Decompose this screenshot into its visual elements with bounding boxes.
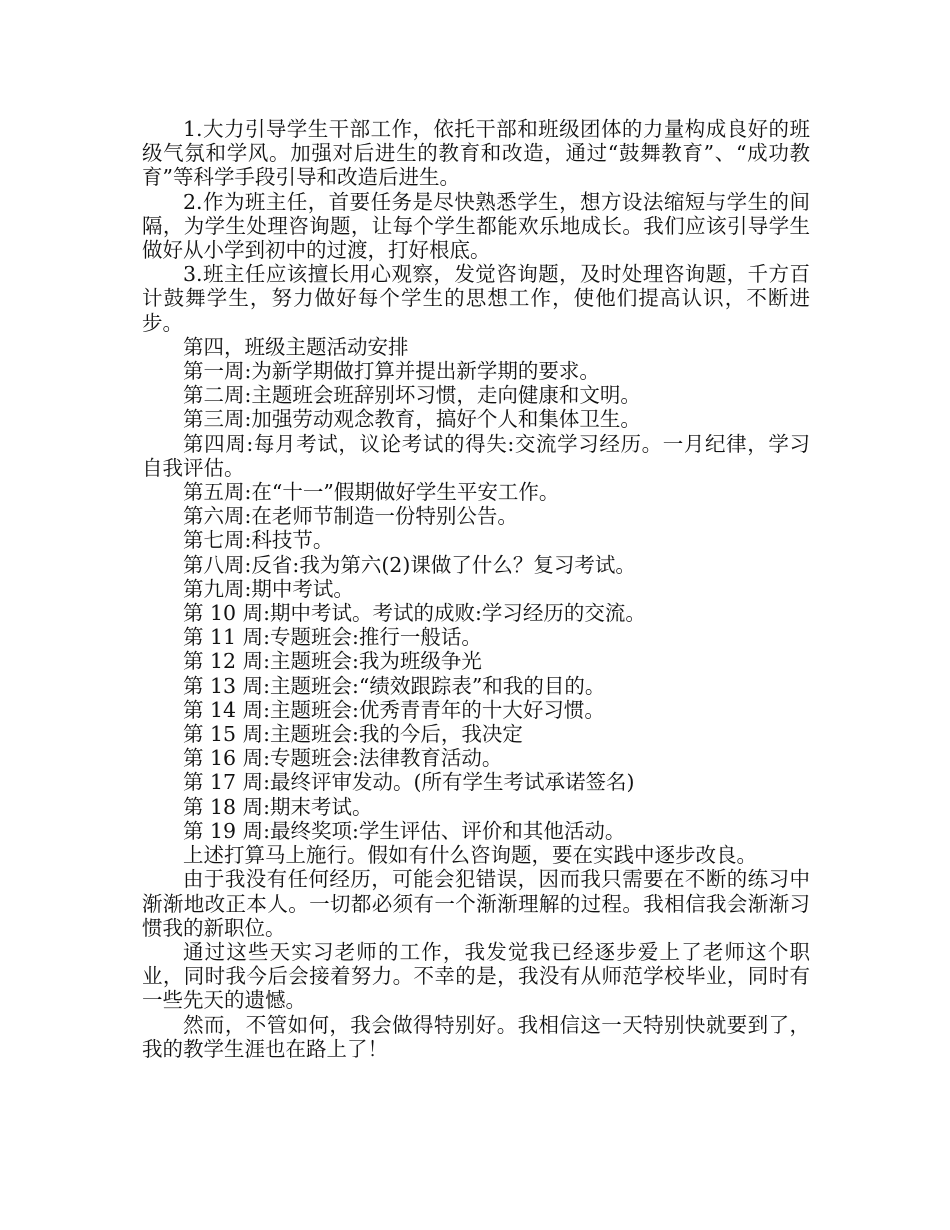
document-body: [142, 117, 810, 1061]
paragraph: 由于我没有任何经历，可能会犯错误，因而我只需要在不断的练习中渐渐地改正本人。一切都必须有一个渐渐理解的过程。我相信我会渐渐习惯我的新职位。: [142, 867, 810, 940]
schedule-item: 第五周:在“十一”假期做好学生平安工作。: [183, 480, 560, 505]
paragraph: 通过这些天实习老师的工作，我发觉我已经逐步爱上了老师这个职业，同时我今后会接着努力。不幸的是，我没有从师范学校毕业，同时有一些先天的遗憾。: [142, 939, 810, 1013]
schedule-item: 第 10 周:期中考试。考试的成败:学习经历的交流。: [183, 601, 646, 626]
schedule-item: 第四周:每月考试，议论考试的得失:交流学习经历。一月纪律，学习自我评估。: [142, 431, 810, 480]
schedule-item: 第九周:期中考试。: [183, 576, 354, 601]
schedule-item: 第 15 周:主题班会:我的今后，我决定: [183, 722, 523, 747]
schedule-item: 第 17 周:最终评审发动。(所有学生考试承诺签名): [183, 770, 635, 795]
schedule-item: 第 19 周:最终奖项:学生评估、评价和其他活动。: [183, 818, 626, 843]
paragraph: 2.作为班主任，首要任务是尽快熟悉学生，想方设法缩短与学生的间隔，为学生处理咨询题，让每个学生都能欢乐地成长。我们应该引导学生做好从小学到初中的过渡，打好根底。: [142, 189, 810, 263]
schedule-item: 第 16 周:专题班会:法律教育活动。: [183, 746, 503, 771]
schedule-item: 第 13 周:主题班会:“绩效跟踪表”和我的目的。: [183, 673, 606, 698]
schedule-item: 第六周:在老师节制造一份特别公告。: [183, 504, 518, 529]
section-heading: 第四，班级主题活动安排: [183, 334, 409, 359]
schedule-item: 第 18 周:期末考试。: [183, 794, 373, 819]
schedule-item: 第 11 周:专题班会:推行一般话。: [183, 625, 482, 650]
paragraph: 1.大力引导学生干部工作，依托干部和班级团体的力量构成良好的班级气氛和学风。加强对后进生的教育和改造，通过“鼓舞教育”、“成功教育”等科学手段引导和改造后进生。: [142, 117, 810, 190]
schedule-item: 第一周:为新学期做打算并提出新学期的要求。: [183, 359, 600, 384]
schedule-item: 第 14 周:主题班会:优秀青青年的十大好习惯。: [183, 697, 605, 722]
schedule-item: 第二周:主题班会班辞别坏习惯，走向健康和文明。: [183, 383, 641, 408]
paragraph: 3.班主任应该擅长用心观察，发觉咨询题，及时处理咨询题，千方百计鼓舞学生，努力做好每个学生的思想工作，使他们提高认识，不断进步。: [142, 262, 810, 335]
paragraph: 上述打算马上施行。假如有什么咨询题，要在实践中逐步改良。: [183, 843, 757, 868]
schedule-item: 第 12 周:主题班会:我为班级争光: [183, 649, 482, 674]
paragraph: 然而，不管如何，我会做得特别好。我相信这一天特别快就要到了，我的教学生涯也在路上了！: [142, 1012, 810, 1061]
schedule-item: 第七周:科技节。: [183, 528, 334, 553]
schedule-item: 第三周:加强劳动观念教育，搞好个人和集体卫生。: [183, 407, 641, 432]
schedule-item: 第八周:反省:我为第六(2)课做了什么？复习考试。: [183, 552, 636, 577]
